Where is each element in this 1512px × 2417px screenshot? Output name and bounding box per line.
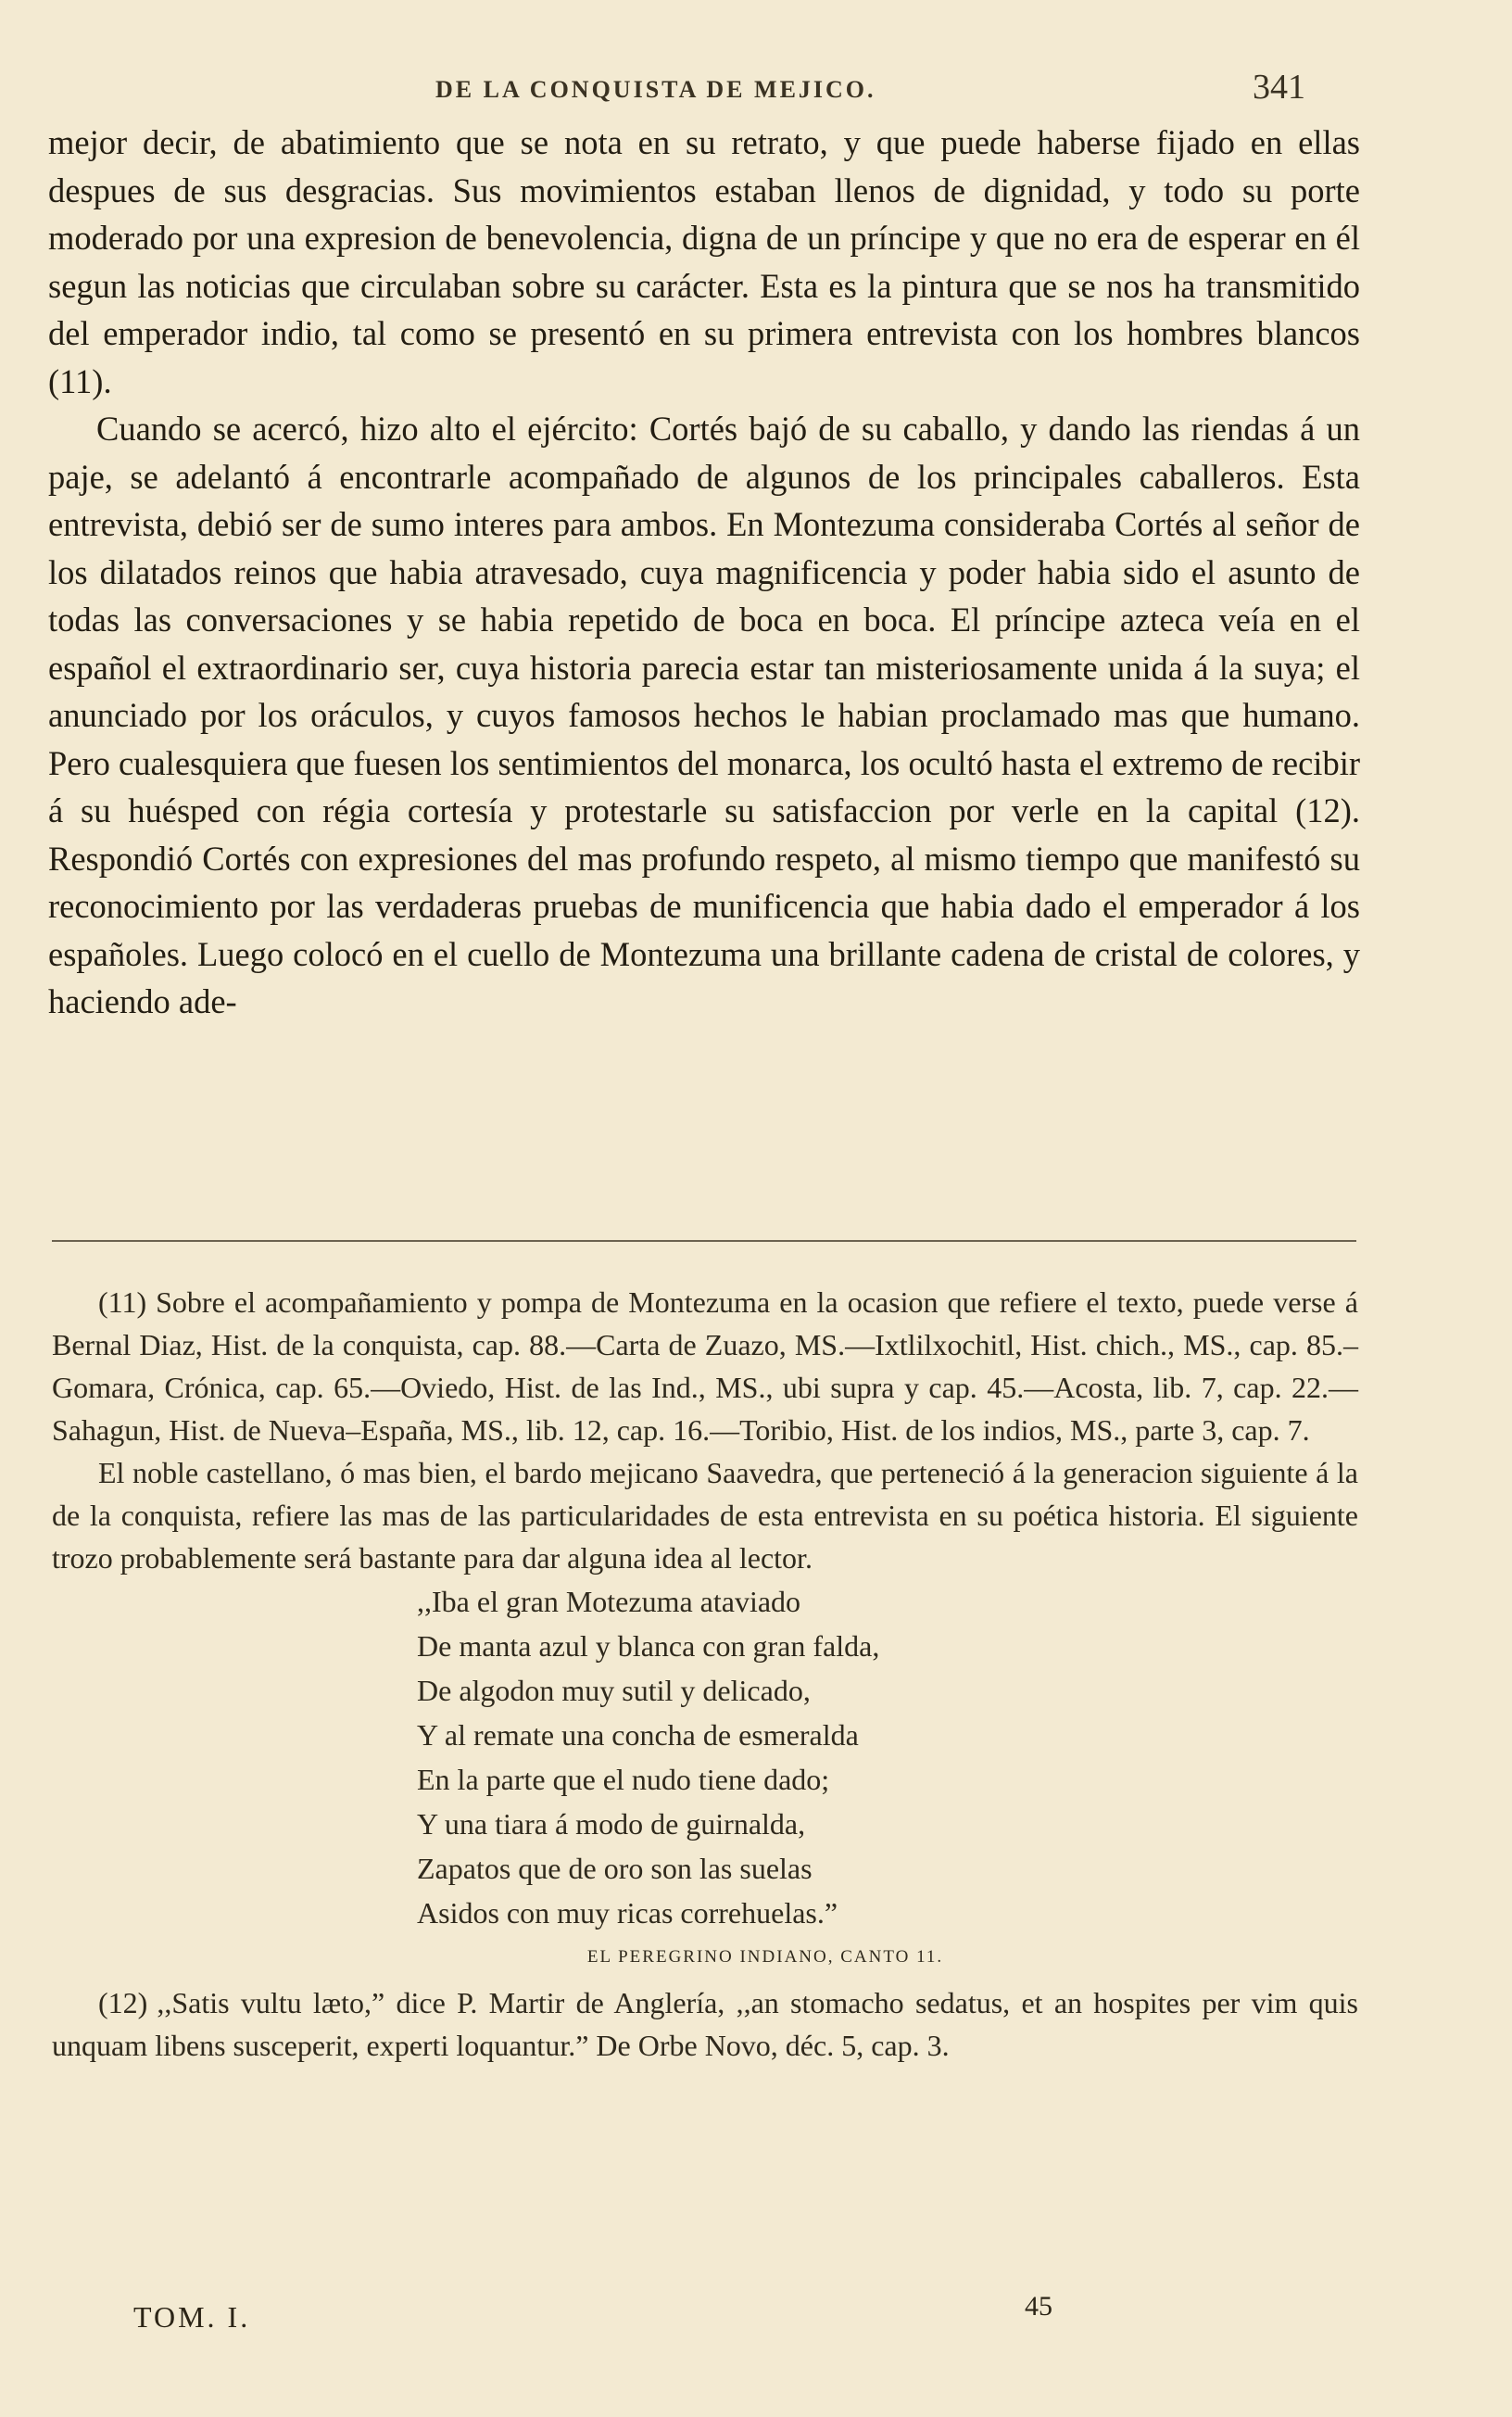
quoted-poem bbox=[417, 1579, 1358, 1935]
footnote-11-continuation: El noble castellano, ó mas bien, el bardo mejicano Saavedra, que perteneció á la generacion siguiente á la de la conquista, refiere las mas de las particularidades de esta entrevista en su poética historia. El siguiente trozo probablemente será bastante para dar alguna idea al lector. bbox=[52, 1456, 1358, 1575]
poem-line: ,,Iba el gran Motezuma ataviado bbox=[417, 1585, 801, 1618]
sheet-number: 45 bbox=[1025, 2291, 1052, 2322]
main-text bbox=[48, 119, 1360, 1026]
footnote-11 bbox=[52, 1281, 1358, 1451]
poem-line: De manta azul y blanca con gran falda, bbox=[417, 1629, 880, 1663]
footnote-divider bbox=[52, 1240, 1356, 1242]
running-title: DE LA CONQUISTA DE MEJICO. bbox=[435, 76, 876, 103]
poem-line: Y al remate una concha de esmeralda bbox=[417, 1718, 859, 1752]
paragraph-2: Cuando se acercó, hizo alto el ejército: Cortés bajó de su caballo, y dando las riendas á un paje, se adelantó á encontrarle acompañado de algunos de los principales caballeros. Esta entrevista, debió ser de sumo interes para ambos. En Montezuma consideraba Cortés al señor de los dilatados reinos que habia atravesado, cuya magnificencia y poder habia sido el asunto de todas las conversaciones y se habia repetido de boca en boca. El príncipe azteca veía en el español el extraordinario ser, cuya historia parecia estar tan misteriosamente unida á la suya; el anunciado por los oráculos, y cuyos famosos hechos le habian proclamado mas que humano. Pero cualesquiera que fuesen los sentimientos del monarca, los ocultó hasta el extremo de recibir á su huésped con régia cortesía y protestarle su satisfaccion por verle en la capital (12). Respondió Cortés con expresiones del mas profundo respeto, al mismo tiempo que manifestó su reconocimiento por las verdaderas pruebas de munificencia que habia dado el emperador á los españoles. Luego colocó en el cuello de Montezuma una brillante cadena de cristal de colores, y haciendo ade- bbox=[48, 410, 1360, 1020]
footnote-12 bbox=[52, 1981, 1358, 2067]
footnote-12-ref: (12) bbox=[98, 1986, 148, 2019]
volume-signature: TOM. I. bbox=[133, 2300, 251, 2334]
footnote-12-text: ,,Satis vultu læto,” dice P. Martir de Anglería, ,,an stomacho sedatus, et an hospites per vim quis unquam libens susceperit, experti loquantur.” De Orbe Novo, déc. 5, cap. 3. bbox=[52, 1986, 1358, 2062]
poem-line: Zapatos que de oro son las suelas bbox=[417, 1852, 813, 1885]
page-number: 341 bbox=[1253, 68, 1305, 107]
paragraph-1: mejor decir, de abatimiento que se nota en su retrato, y que puede haberse fijado en ellas despues de sus desgracias. Sus movimientos estaban llenos de dignidad, y todo su porte moderado por una expresion de benevolencia, digna de un príncipe y que no era de esperar en él segun las noticias que circulaban sobre su carácter. Esta es la pintura que se nos ha transmitido del emperador indio, tal como se presentó en su primera entrevista con los hombres blancos (11). bbox=[48, 123, 1360, 400]
footnotes bbox=[52, 1281, 1358, 2067]
footnote-11-ref: (11) bbox=[98, 1285, 147, 1319]
poem-line: En la parte que el nudo tiene dado; bbox=[417, 1763, 830, 1796]
poem-line: Y una tiara á modo de guirnalda, bbox=[417, 1807, 806, 1841]
poem-source: EL PEREGRINO INDIANO, CANTO 11. bbox=[586, 1947, 944, 1967]
footnote-11-text: Sobre el acompañamiento y pompa de Montezuma en la ocasion que refiere el texto, puede verse á Bernal Diaz, Hist. de la conquista, cap. 88.—Carta de Zuazo, MS.—Ixtlilxochitl, Hist. chich., MS., cap. 85.–Gomara, Crónica, cap. 65.—Oviedo, Hist. de las Ind., MS., ubi supra y cap. 45.—Acosta, lib. 7, cap. 22.—Sahagun, Hist. de Nueva–España, MS., lib. 12, cap. 16.—Toribio, Hist. de los indios, MS., parte 3, cap. 7. bbox=[52, 1285, 1358, 1447]
page-footer bbox=[52, 2291, 1358, 2352]
page-header bbox=[48, 57, 1373, 113]
poem-line: Asidos con muy ricas correhuelas.” bbox=[417, 1896, 838, 1930]
poem-line: De algodon muy sutil y delicado, bbox=[417, 1674, 811, 1707]
